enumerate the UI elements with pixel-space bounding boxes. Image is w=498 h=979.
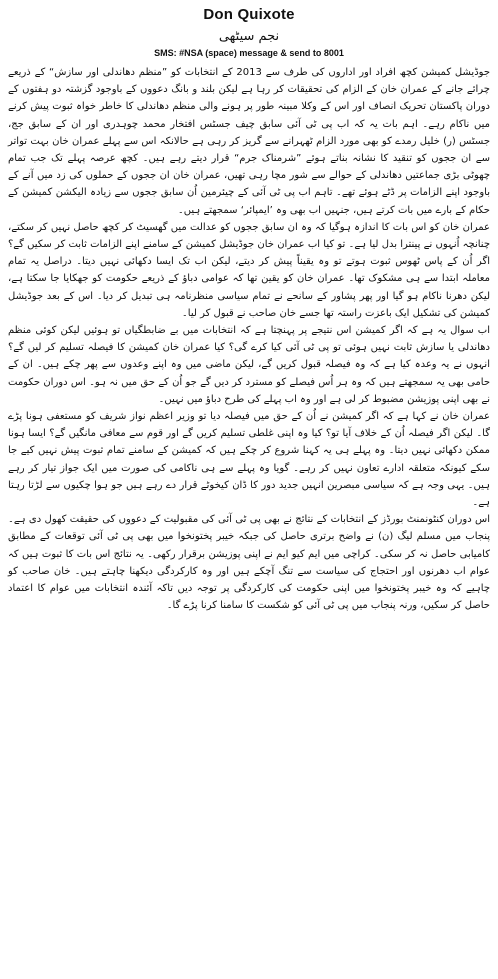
column-title: Don Quixote — [203, 6, 295, 23]
paragraph: عمران خان کو اس بات کا اندازہ ہوگیا کہ وہ ان سابق ججوں کو عدالت میں گھسیٹ کر کچھ حاصل نہیں کر سکتے، چنانچہ اُنہوں نے پینترا بدل لیا ہے۔ تو کیا اب عمران خان جوڈیشل کمیشن کے سامنے اپنے الزامات ثابت کر سکیں گے؟ اگر اُن کے پاس ٹھوس ثبوت ہوتے تو وہ یقیناً پیش کر دیتے، لیکن اب تک ایسا دکھائی نہیں دیتا۔ دراصل یہ تمام معاملہ ابتدا سے ہی مشکوک تھا۔ عمران خان کو یقین تھا کہ عوامی دباؤ کے ذریعے حکومت کو جھکایا جا سکتا ہے، لیکن دھرنا ناکام ہو گیا اور پھر پشاور کے سانحے نے تمام سیاسی منظرنامہ ہی تبدیل کر دیا۔ اس کے بعد جوڈیشل کمیشن کی تشکیل ایک باعزت راستہ تھا جسے خان صاحب نے قبول کر لیا۔ — [8, 221, 490, 319]
paragraph: عمران خان نے کہا ہے کہ اگر کمیشن نے اُن کے حق میں فیصلہ دیا تو وزیر اعظم نواز شریف کو مستعفی ہونا پڑے گا۔ لیکن اگر فیصلہ اُن کے خلاف آیا تو؟ کیا وہ اپنی غلطی تسلیم کریں گے اور قوم سے معافی مانگیں گے؟ ایسا ہونا ممکن دکھائی نہیں دیتا۔ وہ پہلے ہی یہ کہنا شروع کر چکے ہیں کہ کمیشن کے سامنے تمام ثبوت پیش نہیں کیے جا سکے کیونکہ متعلقہ ادارے تعاون نہیں کر رہے۔ گویا وہ پہلے سے ہی ناکامی کی صورت میں ایک جواز تیار کر رہے ہیں۔ یہی وجہ ہے کہ سیاسی مبصرین انہیں جدید دور کا ڈان کیخوٹے قرار دے رہے ہیں جو ہوا چکیوں سے لڑتا رہتا ہے۔ — [8, 411, 490, 509]
paragraph: اب سوال یہ ہے کہ اگر کمیشن اس نتیجے پر پہنچتا ہے کہ انتخابات میں بے ضابطگیاں تو ہوئیں لیکن کوئی منظم دھاندلی یا سازش ثابت نہیں ہوئی تو پی ٹی آئی کیا کرے گی؟ کیا عمران خان کمیشن کا فیصلہ تسلیم کر لیں گے؟ انہوں نے یہ وعدہ کیا ہے کہ وہ فیصلہ قبول کریں گے، لیکن ماضی میں وہ اپنے وعدوں سے پھر چکے ہیں۔ ان کے حامی بھی یہ سمجھتے ہیں کہ وہ ہر اُس فیصلے کو مسترد کر دیں گے جو اُن کے حق میں نہ ہو۔ اس دوران حکومت نے بھی اپنی پوزیشن مضبوط کر لی ہے اور وہ اب پہلے کی طرح دباؤ میں نہیں۔ — [8, 325, 490, 405]
author-name: نجم سیٹھی — [218, 29, 280, 44]
paragraph: اس دوران کنٹونمنٹ بورڈز کے انتخابات کے نتائج نے بھی پی ٹی آئی کی مقبولیت کے دعووں کی حقیقت کھول دی ہے۔ پنجاب میں مسلم لیگ (ن) نے واضح برتری حاصل کی جبکہ خیبر پختونخوا میں بھی پی ٹی آئی توقعات کے مطابق کامیابی حاصل نہ کر سکی۔ کراچی میں ایم کیو ایم نے اپنی پوزیشن برقرار رکھی۔ یہ نتائج اس بات کا ثبوت ہیں کہ عوام اب دھرنوں اور احتجاج کی سیاست سے تنگ آچکے ہیں اور وہ کارکردگی دیکھنا چاہتے ہیں۔ خان صاحب کو چاہیے کہ وہ خیبر پختونخوا میں اپنی حکومت کی کارکردگی پر توجہ دیں تاکہ آئندہ انتخابات میں عوام کا اعتماد حاصل کر سکیں، ورنہ پنجاب میں پی ٹی آئی کو شکست کا سامنا کرنا پڑے گا۔ — [8, 514, 490, 612]
sms-instruction: SMS: #NSA (space) message & send to 8001 — [154, 48, 344, 58]
paragraph: جوڈیشل کمیشن کچھ افراد اور اداروں کی طرف سے 2013 کے انتخابات کو ”منظم دھاندلی اور سازش“ کے ذریعے چرائے جانے کے عمران خان کے الزام کی تحقیقات کر رہا ہے لیکن بلند و بانگ دعووں کے باوجود گزشتہ دو ہفتوں کے دوران پاکستان تحریک انصاف اور اس کے وکلا مبینہ طور پر ہونے والی منظم دھاندلی کا خاطر خواہ ثبوت پیش کرنے میں ناکام رہے۔ اہم بات یہ کہ اب پی ٹی آئی سابق چیف جسٹس افتخار محمد چوہدری اور ان کے سابق جج، جسٹس (ر) خلیل رمدے کو بھی مورد الزام ٹھہرانے سے گریز کر رہی ہے حالانکہ اس سے پہلے عمران خان بہت تواتر سے ان ججوں کو تنقید کا نشانہ بناتے ہوئے ”شرمناک جرم“ قرار دیتے رہے ہیں۔ کچھ عرصہ پہلے تک جب تمام چھوٹی بڑی جماعتیں دھاندلی کے حوالے سے شور مچا رہی تھیں، عمران خان ان ججوں کے حملوں کی زد میں آنے کے باوجود اپنے الزامات پر ڈٹے ہوئے تھے۔ تاہم اب پی ٹی آئی کے چیئرمین اُن سابق ججوں سے زیادہ الیکشن کمیشن کے حکام کے بارے میں بات کرتے ہیں، جنہیں اب بھی وہ ’ایمپائر‘ سمجھتے ہیں۔ — [8, 67, 491, 216]
article-body — [8, 64, 490, 615]
